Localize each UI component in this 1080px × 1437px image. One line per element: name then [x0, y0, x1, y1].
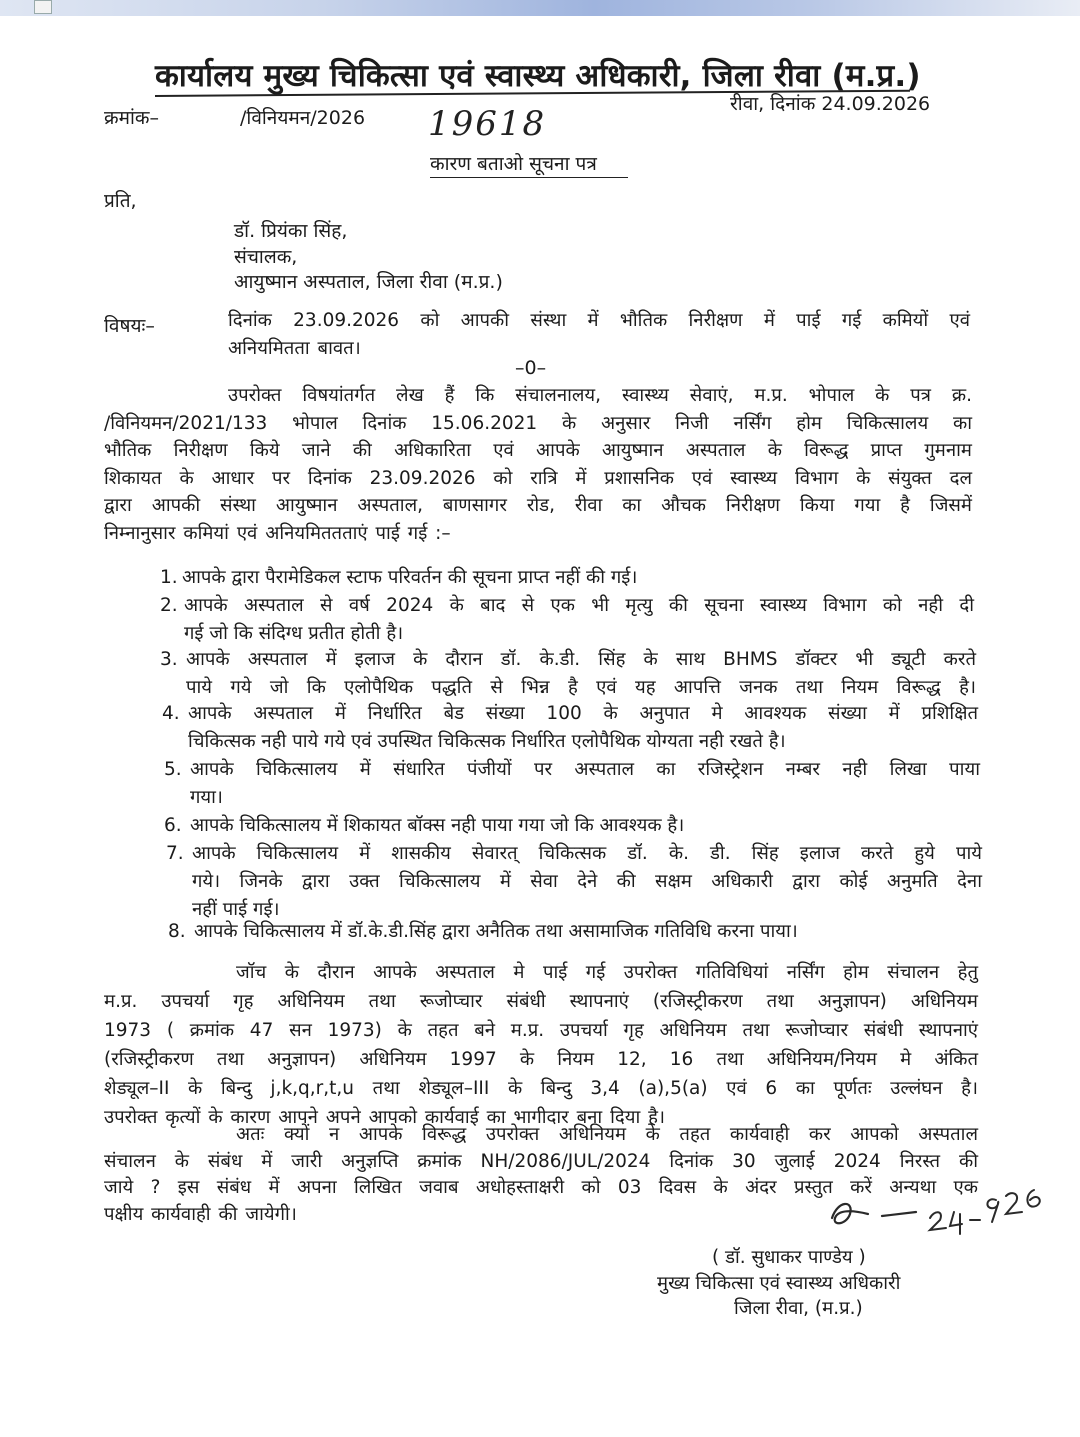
handwritten-signature	[820, 1170, 1060, 1250]
findings-line: शेड्यूल–II के बिन्दु j,k,q,r,t,u तथा शेड्यूल–III के बिन्दु 3,4 (a),5(a) एवं 6 का पूर्णतः उल्लंघन है।	[104, 1078, 978, 1099]
to-label: प्रति,	[104, 190, 137, 212]
notice-title: कारण बताओ सूचना पत्र	[430, 153, 597, 175]
intro-line: द्वारा आपकी संस्था आयुष्मान अस्पताल, बाणसागर रोड, रीवा का औचक निरीक्षण किया गया है जिसमें	[104, 495, 972, 516]
subject-line: अनियमितता बावत।	[228, 337, 361, 359]
findings-line: 1973 ( क्रमांक 47 सन 1973) के तहत बने म.प्र. उपचर्या गृह अधिनियम तथा रूजोप्चार संबंधी स्थापनाएं	[104, 1020, 978, 1041]
intro-line: /विनियमन/2021/133 भोपाल दिनांक 15.06.2021 के अनुसार निजी नर्सिंग होम चिकित्सालय का	[104, 412, 972, 434]
recipient-name: डॉ. प्रियंका सिंह,	[234, 220, 348, 242]
place-date: रीवा, दिनांक 24.09.2026	[730, 93, 931, 115]
item-number: 4.	[162, 703, 180, 724]
item-line: गये। जिनके द्वारा उक्त चिकित्सालय में सेवा देने की सक्षम अधिकारी द्वारा कोई अनुमति देना	[192, 871, 982, 892]
intro-line: निम्नानुसार कमियां एवं अनियमिततताएं पाई गई :–	[104, 522, 451, 544]
subject-text	[228, 307, 970, 362]
recipient-address: आयुष्मान अस्पताल, जिला रीवा (म.प्र.)	[234, 271, 503, 293]
action-line: पक्षीय कार्यवाही की जायेगी।	[104, 1203, 297, 1225]
action-line: अतः क्यों न आपके विरूद्ध उपरोक्त अधिनियम के तहत कार्यवाही कर आपको अस्पताल	[236, 1124, 978, 1145]
subject-line: दिनांक 23.09.2026 को आपकी संस्था में भौतिक निरीक्षण में पाई गई कमियों एवं	[228, 310, 970, 331]
findings-line: उपरोक्त कृत्यों के कारण आपने अपने आपको कार्यवाई का भागीदार बना दिया है।	[104, 1107, 665, 1128]
signatory-name: ( डॉ. सुधाकर पाण्डेय )	[712, 1247, 866, 1268]
item-number: 8.	[168, 921, 186, 942]
item-line: पाये गये जो कि एलोपैथिक पद्धति से भिन्न है एवं यह आपत्ति जनक तथा नियम विरूद्ध है।	[186, 677, 976, 698]
ref-series: /विनियमन/2026	[240, 107, 366, 129]
office-title: कार्यालय मुख्य चिकित्सा एवं स्वास्थ्य अधिकारी, जिला रीवा (म.प्र.)	[155, 58, 921, 94]
findings-paragraph	[104, 958, 978, 1132]
item-number: 7.	[166, 843, 184, 864]
item-line: आपके चिकित्सालय में शिकायत बॉक्स नही पाया गया जो कि आवश्यक है।	[190, 815, 685, 836]
findings-line: जॉच के दौरान आपके अस्पताल मे पाई गई उपरोक्त गतिविधियां नर्सिंग होम संचालन हेतु	[236, 962, 978, 983]
intro-line: भौतिक निरीक्षण किये जाने की अधिकारिता एवं आपके आयुष्मान अस्पताल के विरूद्ध प्राप्त गुमनाम	[104, 440, 972, 461]
item-line: नहीं पाई गई।	[192, 899, 280, 920]
item-number: 1.	[160, 567, 178, 588]
action-line: संचालन के संबंध में जारी अनुज्ञप्ति क्रमांक NH/2086/JUL/2024 दिनांक 30 जुलाई 2024 निरस्त की	[104, 1150, 978, 1172]
intro-line: उपरोक्त विषयांतर्गत लेख हैं कि संचालनालय, स्वास्थ्य सेवाएं, म.प्र. भोपाल के पत्र क्र.	[228, 385, 972, 406]
item-number: 2.	[160, 595, 178, 616]
item-line: गई जो कि संदिग्ध प्रतीत होती है।	[184, 623, 404, 644]
item-number: 6.	[164, 815, 182, 836]
item-line: आपके चिकित्सालय में शासकीय सेवारत् चिकित्सक डॉ. के. डी. सिंह इलाज करते हुये पाये	[192, 843, 982, 864]
item-line: आपके अस्पताल में निर्धारित बेड संख्या 100 के अनुपात मे आवश्यक संख्या में प्रशिक्षित	[188, 703, 978, 724]
handwritten-ref-number: 19618	[428, 104, 547, 144]
item-number: 3.	[160, 649, 178, 670]
signatory-place: जिला रीवा, (म.प्र.)	[734, 1298, 863, 1319]
item-line: आपके अस्पताल में इलाज के दौरान डॉ. के.डी. सिंह के साथ BHMS डॉक्टर भी ड्यूटी करते	[186, 649, 976, 670]
intro-line: शिकायत के आधार पर दिनांक 23.09.2026 को रात्रि में प्रशासनिक एवं स्वास्थ्य विभाग के संयुक्त दल	[104, 467, 972, 489]
item-line: गया।	[190, 787, 223, 808]
intro-paragraph	[104, 382, 972, 547]
recipient-designation: संचालक,	[234, 246, 298, 268]
signatory-designation: मुख्य चिकित्सा एवं स्वास्थ्य अधिकारी	[657, 1273, 901, 1294]
subject-label: विषयः–	[104, 315, 155, 337]
item-line: आपके चिकित्सालय में संधारित पंजीयों पर अस्पताल का रजिस्ट्रेशन नम्बर नही लिखा पाया	[190, 759, 980, 780]
findings-line: (रजिस्ट्रीकरण तथा अनुज्ञापन) अधिनियम 1997 के नियम 12, 16 तथा अधिनियम/नियम मे अंकित	[104, 1049, 978, 1070]
item-line: आपके अस्पताल से वर्ष 2024 के बाद से एक भी मृत्यु की सूचना स्वास्थ्य विभाग को नही दी	[184, 595, 974, 616]
item-line: चिकित्सक नही पाये गये एवं उपस्थित चिकित्सक निर्धारित एलोपैथिक योग्यता नही रखते है।	[188, 731, 786, 752]
action-line: जाये ? इस संबंध में अपना लिखित जवाब अधोहस्ताक्षरी को 03 दिवस के अंदर प्रस्तुत करें अन्यथा एक	[104, 1177, 978, 1198]
ref-label: क्रमांक–	[104, 107, 159, 129]
notice-title-underline	[430, 177, 628, 178]
findings-line: म.प्र. उपचर्या गृह अधिनियम तथा रूजोप्चार संबंधी स्थापनाएं (रजिस्ट्रीकरण तथा अनुज्ञापन) अधिनियम	[104, 991, 978, 1012]
item-line: आपके द्वारा पैरामेडिकल स्टाफ परिवर्तन की सूचना प्राप्त नहीं की गई।	[182, 567, 638, 588]
item-line: आपके चिकित्सालय में डॉ.के.डी.सिंह द्वारा अनैतिक तथा असामाजिक गतिविधि करना पाया।	[194, 921, 798, 942]
separator: –0–	[515, 357, 547, 379]
item-number: 5.	[164, 759, 182, 780]
